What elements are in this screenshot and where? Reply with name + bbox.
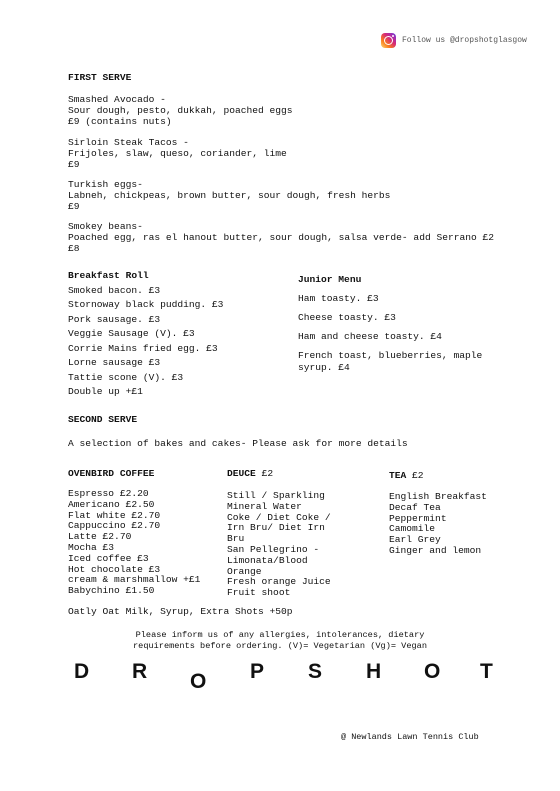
tea-list — [389, 492, 487, 557]
dish-item — [68, 137, 287, 170]
instagram-icon[interactable] — [381, 33, 396, 48]
list-item: Cappuccino £2.70 — [68, 520, 161, 532]
list-item: English Breakfast — [389, 491, 487, 502]
dish-name: Smokey beans- — [68, 221, 143, 232]
list-item: Flat white £2.70 — [68, 509, 161, 521]
dish-item — [68, 94, 293, 127]
list-item: Orange — [227, 565, 262, 577]
coffee-extras: Oatly Oat Milk, Syrup, Extra Shots +50p — [68, 606, 293, 617]
dish-desc: Frijoles, slaw, queso, coriander, lime — [68, 148, 287, 159]
list-item: Babychino £1.50 — [68, 585, 155, 597]
tea-price: £2 — [412, 470, 424, 481]
list-item: French toast, blueberries, maple — [298, 350, 483, 361]
list-item: Latte £2.70 — [68, 531, 132, 543]
list-item: Stornoway black pudding. £3 — [68, 299, 224, 310]
list-item: Cheese toasty. £3 — [298, 312, 396, 323]
logo-letter: T — [480, 660, 493, 683]
allergy-line-2: requirements before ordering. (V)= Vegetarian (Vg)= Vegan — [133, 640, 427, 651]
list-item: Mocha £3 — [68, 541, 115, 553]
list-item: Fresh orange Juice — [227, 576, 331, 588]
list-item: Ginger and lemon — [389, 544, 482, 556]
footer-venue: @ Newlands Lawn Tennis Club — [341, 732, 479, 742]
dish-price: £9 — [68, 201, 80, 212]
list-item: Bru — [227, 533, 245, 545]
allergy-line-1: Please inform us of any allergies, intolerances, dietary — [135, 630, 425, 640]
list-item: Camomile — [389, 523, 436, 535]
allergy-note — [0, 630, 560, 651]
coffee-title: OVENBIRD COFFEE — [68, 468, 155, 479]
coffee-list — [68, 489, 200, 597]
list-item: Smoked bacon. £3 — [68, 285, 161, 296]
tea-heading — [389, 470, 424, 481]
list-item: San Pellegrino - — [227, 543, 320, 555]
dish-name: Turkish eggs- — [68, 179, 143, 190]
dropshot-logo — [68, 660, 498, 696]
dish-price: £8 — [68, 243, 80, 254]
list-item: Veggie Sausage (V). £3 — [68, 328, 195, 339]
list-item: Earl Grey — [389, 534, 441, 546]
dish-item — [68, 221, 494, 254]
list-item: Fruit shoot — [227, 587, 291, 599]
list-item: cream & marshmallow +£1 — [68, 574, 201, 586]
deuce-list — [227, 491, 331, 599]
list-item: Iced coffee £3 — [68, 552, 149, 564]
list-item: Limonata/Blood — [227, 554, 308, 566]
list-item: Corrie Mains fried egg. £3 — [68, 343, 218, 354]
dish-desc: Poached egg, ras el hanout butter, sour dough, salsa verde- add Serrano £2 — [68, 232, 495, 243]
dish-price: £9 (contains nuts) — [68, 116, 172, 127]
list-item: Lorne sausage £3 — [68, 357, 161, 368]
list-item: syrup. £4 — [298, 362, 350, 373]
dish-desc: Labneh, chickpeas, brown butter, sour dough, fresh herbs — [68, 190, 391, 201]
list-item: Peppermint — [389, 512, 447, 524]
dish-desc: Sour dough, pesto, dukkah, poached eggs — [68, 105, 293, 116]
tea-title: TEA — [389, 470, 407, 481]
list-item: Coke / Diet Coke / — [227, 511, 331, 523]
breakfast-roll-title: Breakfast Roll — [68, 270, 149, 281]
list-item: Americano £2.50 — [68, 498, 155, 510]
logo-letter: H — [366, 660, 382, 683]
instagram-follow[interactable] — [381, 31, 527, 49]
first-serve-title: FIRST SERVE — [68, 72, 132, 83]
list-item: Hot chocolate £3 — [68, 563, 161, 575]
deuce-heading — [227, 468, 273, 479]
logo-letter: R — [132, 660, 148, 683]
list-item: Ham toasty. £3 — [298, 293, 379, 304]
list-item: Pork sausage. £3 — [68, 314, 161, 325]
deuce-price: £2 — [261, 468, 274, 479]
second-serve-title: SECOND SERVE — [68, 414, 138, 425]
logo-letter: S — [308, 660, 323, 683]
list-item: Double up +£1 — [68, 386, 143, 397]
dish-name: Smashed Avocado - — [68, 94, 166, 105]
second-serve-text: A selection of bakes and cakes- Please ask for more details — [68, 438, 408, 449]
follow-text: Follow us @dropshotglasgow — [402, 35, 527, 45]
logo-letter: O — [190, 670, 207, 693]
logo-letter: D — [74, 660, 90, 683]
junior-menu-title: Junior Menu — [298, 274, 362, 285]
list-item: Mineral Water — [227, 500, 302, 512]
list-item: Tattie scone (V). £3 — [68, 372, 184, 383]
dish-name: Sirloin Steak Tacos - — [68, 137, 189, 148]
list-item: Still / Sparkling — [227, 490, 325, 501]
list-item: Ham and cheese toasty. £4 — [298, 331, 442, 342]
list-item: Irn Bru/ Diet Irn — [227, 522, 325, 534]
dish-item — [68, 179, 390, 212]
dish-price: £9 — [68, 159, 80, 170]
logo-letter: P — [250, 660, 265, 683]
list-item: Espresso £2.20 — [68, 488, 149, 499]
logo-letter: O — [424, 660, 441, 683]
list-item: Decaf Tea — [389, 501, 441, 513]
deuce-title: DEUCE — [227, 468, 256, 479]
